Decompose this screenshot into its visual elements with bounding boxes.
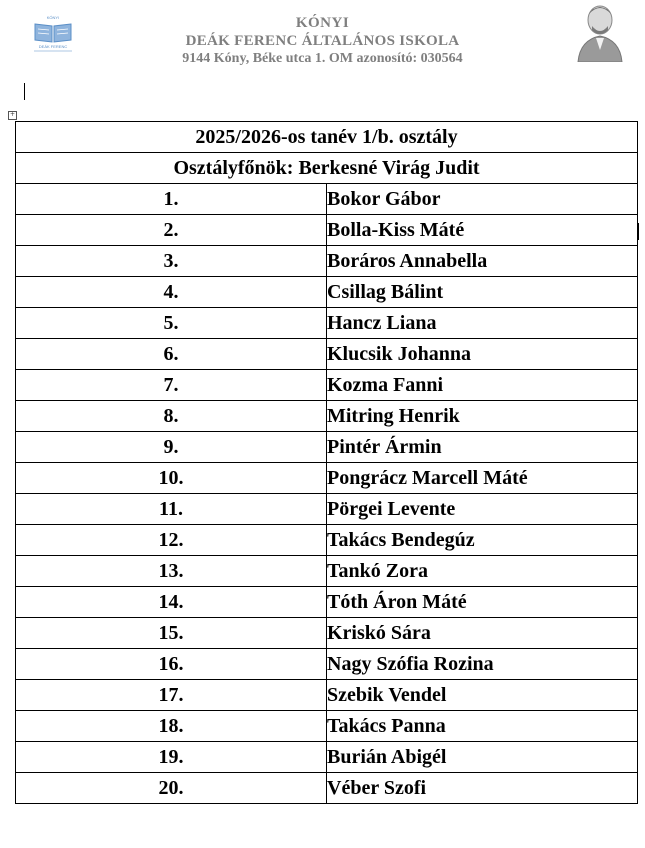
student-name: Mitring Henrik <box>327 401 638 432</box>
page-header <box>0 0 645 80</box>
student-name: Boráros Annabella <box>327 246 638 277</box>
student-name: Pintér Ármin <box>327 432 638 463</box>
table-row <box>16 246 638 277</box>
title-row <box>16 122 638 153</box>
header-line-1: KÓNYI <box>295 15 350 31</box>
table-row <box>16 401 638 432</box>
table-row <box>16 308 638 339</box>
student-name: Takács Bendegúz <box>327 525 638 556</box>
table-row <box>16 649 638 680</box>
class-teacher: Osztályfőnök: Berkesné Virág Judit <box>16 153 638 184</box>
student-name: Bokor Gábor <box>327 184 638 215</box>
student-number: 6. <box>16 339 327 370</box>
table-row <box>16 618 638 649</box>
student-name: Tankó Zora <box>327 556 638 587</box>
teacher-row <box>16 153 638 184</box>
table-row <box>16 494 638 525</box>
svg-text:KÓNYI: KÓNYI <box>46 15 60 20</box>
student-name: Burián Abigél <box>327 742 638 773</box>
student-number: 19. <box>16 742 327 773</box>
table-row <box>16 184 638 215</box>
table-row <box>16 556 638 587</box>
class-title: 2025/2026-os tanév 1/b. osztály <box>16 122 638 153</box>
table-row <box>16 711 638 742</box>
student-number: 2. <box>16 215 327 246</box>
student-name: Kriskó Sára <box>327 618 638 649</box>
svg-text:DEÁK FERENC: DEÁK FERENC <box>38 44 68 49</box>
portrait-icon <box>572 0 628 62</box>
table-row <box>16 773 638 804</box>
header-line-3: 9144 Kóny, Béke utca 1. OM azonosító: 030564 <box>182 51 463 66</box>
table-row <box>16 525 638 556</box>
school-name-block <box>100 14 545 68</box>
student-number: 15. <box>16 618 327 649</box>
student-name: Klucsik Johanna <box>327 339 638 370</box>
student-number: 5. <box>16 308 327 339</box>
student-number: 11. <box>16 494 327 525</box>
student-name: Hancz Liana <box>327 308 638 339</box>
class-roster-table <box>15 121 638 804</box>
row-end-marker <box>638 223 639 240</box>
table-move-handle-icon[interactable]: + <box>9 111 16 118</box>
student-name: Pörgei Levente <box>327 494 638 525</box>
student-number: 8. <box>16 401 327 432</box>
table-row <box>16 370 638 401</box>
student-number: 3. <box>16 246 327 277</box>
student-number: 4. <box>16 277 327 308</box>
student-name: Tóth Áron Máté <box>327 587 638 618</box>
student-number: 13. <box>16 556 327 587</box>
table-row <box>16 680 638 711</box>
table-row <box>16 587 638 618</box>
student-name: Pongrácz Marcell Máté <box>327 463 638 494</box>
table-row <box>16 277 638 308</box>
student-number: 7. <box>16 370 327 401</box>
student-name: Kozma Fanni <box>327 370 638 401</box>
student-number: 16. <box>16 649 327 680</box>
student-number: 9. <box>16 432 327 463</box>
student-name: Nagy Szófia Rozina <box>327 649 638 680</box>
student-number: 12. <box>16 525 327 556</box>
table-row <box>16 742 638 773</box>
student-number: 20. <box>16 773 327 804</box>
student-name: Takács Panna <box>327 711 638 742</box>
student-name: Szebik Vendel <box>327 680 638 711</box>
table-row <box>16 339 638 370</box>
student-number: 10. <box>16 463 327 494</box>
student-number: 14. <box>16 587 327 618</box>
table-row <box>16 215 638 246</box>
student-name: Csillag Bálint <box>327 277 638 308</box>
table-row <box>16 463 638 494</box>
student-number: 18. <box>16 711 327 742</box>
table-row <box>16 432 638 463</box>
student-number: 1. <box>16 184 327 215</box>
student-number: 17. <box>16 680 327 711</box>
header-line-2: DEÁK FERENC ÁLTALÁNOS ISKOLA <box>185 33 460 49</box>
student-name: Bolla-Kiss Máté <box>327 215 638 246</box>
school-logo-icon <box>30 14 76 54</box>
text-cursor <box>24 83 25 100</box>
student-name: Véber Szofi <box>327 773 638 804</box>
